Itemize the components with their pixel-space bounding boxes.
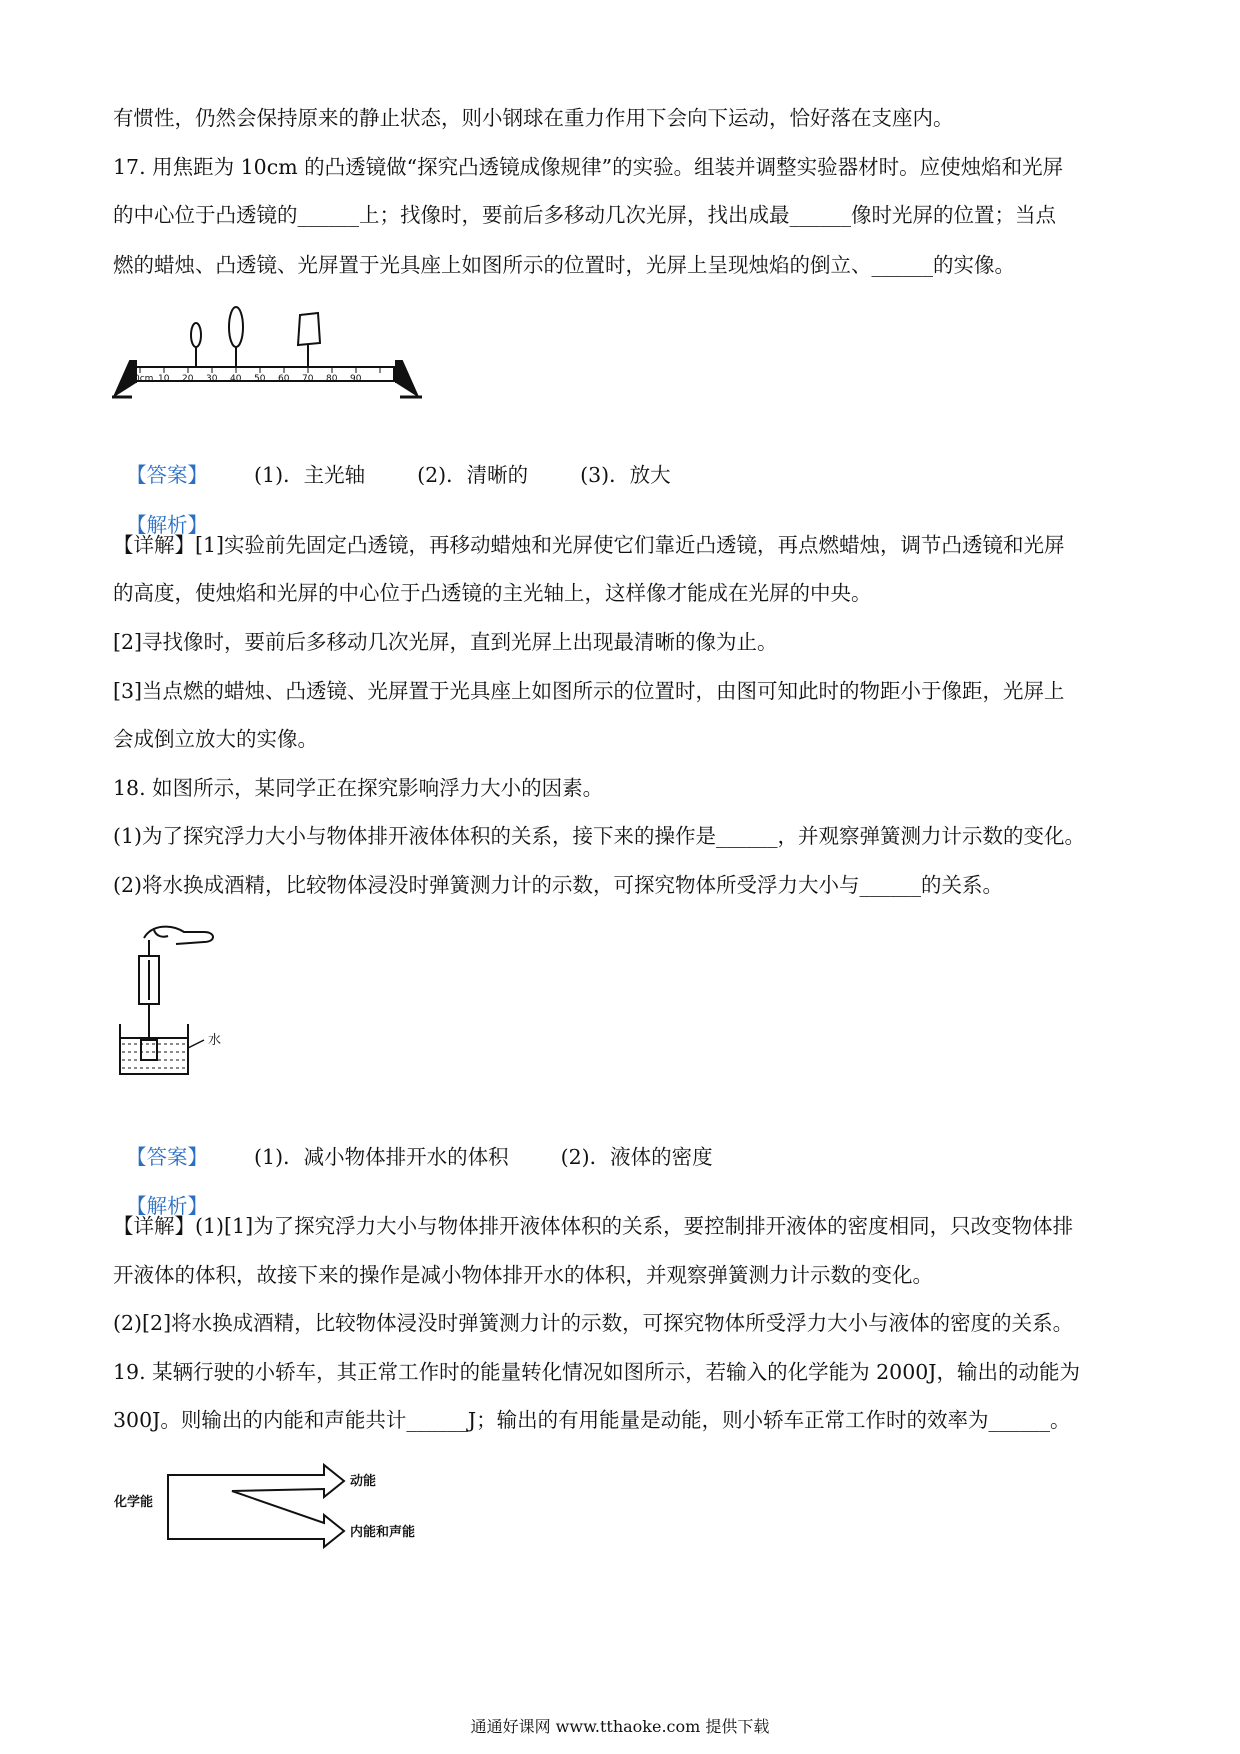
answer-item: (1)．减小物体排开水的体积 <box>254 1145 509 1169</box>
tick-label: 40 <box>230 374 242 384</box>
tick-label: 80 <box>326 374 338 384</box>
question-19-text: 19. 某辆行驶的小轿车，其正常工作时的能量转化情况如图所示，若输入的化学能为 2000J，输出的动能为 <box>113 1360 1081 1384</box>
chemical-energy-label: 化学能 <box>114 1495 154 1510</box>
page-footer: 通通好课网 www.tthaoke.com 提供下载 <box>470 1717 770 1736</box>
detail-text: 【详解】[1]实验前先固定凸透镜，再移动蜡烛和光屏使它们靠近凸透镜，再点燃蜡烛，调节凸透镜和光屏 <box>113 533 1065 557</box>
buoyancy-figure <box>112 918 242 1080</box>
question-17-text: 的中心位于凸透镜的______上；找像时，要前后多移动几次光屏，找出成最______像时光屏的位置；当点 <box>113 203 1056 227</box>
answer-item: (2)．液体的密度 <box>560 1145 713 1169</box>
tick-label: 90 <box>350 374 362 384</box>
answer-item: (2)．清晰的 <box>417 463 529 487</box>
tick-label: 50 <box>254 374 266 384</box>
text-line: 有惯性，仍然会保持原来的静止状态，则小钢球在重力作用下会向下运动，恰好落在支座内。 <box>113 106 954 130</box>
answer-item: (1)．主光轴 <box>254 463 366 487</box>
question-18-text: 18. 如图所示，某同学正在探究影响浮力大小的因素。 <box>113 776 604 800</box>
analysis-tag: 【解析】 <box>126 513 209 537</box>
detail-text: [3]当点燃的蜡烛、凸透镜、光屏置于光具座上如图所示的位置时，由图可知此时的物距小于像距，光屏上 <box>113 679 1065 703</box>
answer-tag: 【答案】 <box>126 1145 209 1169</box>
detail-text: (2)[2]将水换成酒精，比较物体浸没时弹簧测力计的示数，可探究物体所受浮力大小与液体的密度的关系。 <box>113 1311 1074 1335</box>
tick-label: 60 <box>278 374 290 384</box>
tick-label: 70 <box>302 374 314 384</box>
internal-sound-energy-label: 内能和声能 <box>350 1525 416 1540</box>
question-19-text: 300J。则输出的内能和声能共计______J；输出的有用能量是动能，则小轿车正常工作时的效率为______。 <box>113 1408 1071 1432</box>
tick-label: 30 <box>206 374 218 384</box>
question-18-text: (1)为了探究浮力大小与物体排开液体体积的关系，接下来的操作是______，并观察弹簧测力计示数的变化。 <box>113 824 1086 848</box>
question-17-text: 燃的蜡烛、凸透镜、光屏置于光具座上如图所示的位置时，光屏上呈现烛焰的倒立、______的实像。 <box>113 253 1015 277</box>
water-label: 水 <box>208 1033 222 1048</box>
answer-item: (3)．放大 <box>580 463 671 487</box>
detail-text: 的高度，使烛焰和光屏的中心位于凸透镜的主光轴上，这样像才能成在光屏的中央。 <box>113 581 872 605</box>
analysis-tag: 【解析】 <box>126 1194 209 1218</box>
detail-text: [2]寻找像时，要前后多移动几次光屏，直到光屏上出现最清晰的像为止。 <box>113 630 778 654</box>
answer-tag: 【答案】 <box>126 463 209 487</box>
detail-text: 开液体的体积，故接下来的操作是减小物体排开水的体积，并观察弹簧测力计示数的变化。 <box>113 1263 933 1287</box>
tick-label: 20 <box>182 374 194 384</box>
detail-text: 【详解】(1)[1]为了探究浮力大小与物体排开液体体积的关系，要控制排开液体的密度相同，只改变物体排 <box>113 1214 1074 1238</box>
question-18-text: (2)将水换成酒精，比较物体浸没时弹簧测力计的示数，可探究物体所受浮力大小与______的关系。 <box>113 873 1004 897</box>
kinetic-energy-label: 动能 <box>350 1474 377 1489</box>
detail-text: 会成倒立放大的实像。 <box>113 727 318 751</box>
energy-flow-figure <box>112 1455 422 1565</box>
tick-label: 10 <box>158 374 170 384</box>
question-17-text: 17. 用焦距为 10cm 的凸透镜做“探究凸透镜成像规律”的实验。组装并调整实验器材时。应使烛焰和光屏 <box>113 155 1064 179</box>
optical-bench-figure <box>112 305 422 405</box>
tick-label: 0cm <box>134 374 154 384</box>
